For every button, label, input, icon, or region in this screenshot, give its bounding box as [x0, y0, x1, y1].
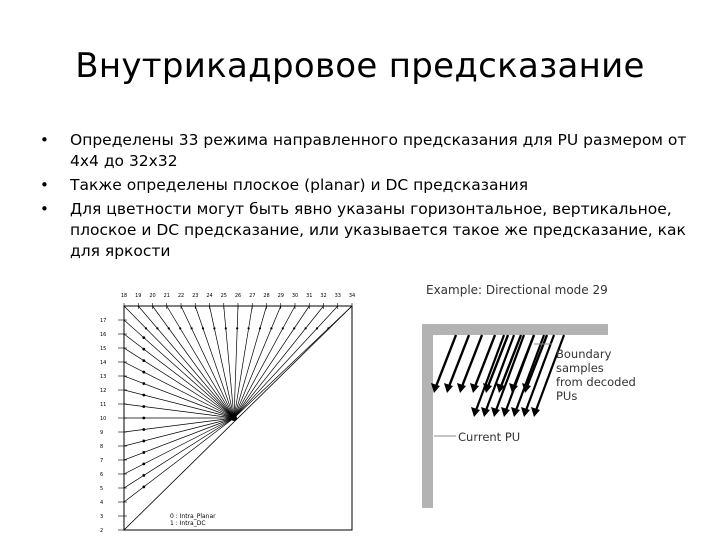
bullet-dot: • [40, 176, 49, 194]
top-mode-label: 24 [206, 293, 213, 299]
top-mode-label: 34 [348, 293, 356, 299]
prediction-arrow [448, 335, 469, 389]
current-pu-label: Current PU [458, 430, 521, 444]
prediction-arrowhead [531, 407, 540, 417]
ray-arrowhead [282, 327, 284, 329]
top-mode-label: 32 [320, 293, 327, 299]
bullet-list [40, 130, 690, 265]
ray-arrowhead [248, 327, 250, 329]
direction-ray [124, 306, 234, 418]
direction-ray [124, 418, 234, 474]
direction-ray [138, 306, 234, 418]
left-mode-label: 9 [100, 430, 104, 436]
direction-ray [124, 418, 234, 432]
top-mode-label: 23 [192, 293, 199, 299]
top-mode-label: 27 [249, 293, 256, 299]
ray-arrowhead [142, 371, 145, 374]
left-mode-label: 6 [100, 472, 104, 478]
ray-arrowhead [142, 440, 145, 443]
prediction-arrowhead [471, 407, 480, 417]
ray-arrowhead [142, 382, 145, 385]
direction-rays [124, 306, 352, 530]
top-boundary [422, 324, 608, 335]
direction-ray [224, 306, 234, 418]
prediction-arrowhead [511, 407, 520, 417]
prediction-arrow [435, 335, 456, 389]
ray-arrowhead [142, 485, 145, 488]
intra-modes-diagram [94, 286, 366, 532]
direction-ray [124, 418, 234, 446]
prediction-arrowhead [491, 407, 500, 417]
top-mode-label: 31 [306, 293, 313, 299]
left-mode-label: 16 [100, 332, 107, 338]
left-tick-marks [118, 320, 127, 530]
ray-arrowhead [270, 327, 272, 329]
left-mode-label: 3 [100, 514, 104, 520]
top-mode-label: 28 [263, 293, 270, 299]
ray-arrowhead [142, 405, 145, 408]
ray-arrowhead [191, 327, 193, 329]
ray-arrowhead [179, 327, 181, 329]
top-mode-label: 33 [334, 293, 341, 299]
top-mode-label: 22 [177, 293, 185, 299]
ray-arrowhead [142, 428, 145, 431]
left-mode-label: 8 [100, 444, 104, 450]
prediction-arrowhead [444, 383, 453, 393]
direction-ray [124, 404, 234, 418]
prediction-arrowhead [521, 407, 530, 417]
left-mode-label: 11 [100, 402, 107, 408]
top-mode-label: 26 [234, 293, 242, 299]
left-mode-label: 15 [100, 346, 107, 352]
boundary-label: Boundary samples from decoded PUs [556, 347, 636, 403]
ray-arrowhead [259, 327, 261, 329]
left-mode-label: 14 [100, 360, 107, 366]
direction-ray [234, 306, 238, 418]
left-mode-label: 2 [100, 528, 104, 534]
top-mode-label: 30 [291, 293, 299, 299]
ray-arrowhead [142, 474, 145, 477]
ray-arrowhead [156, 327, 158, 329]
direction-ray [124, 320, 234, 418]
direction-ray [234, 306, 309, 418]
example-title: Example: Directional mode 29 [426, 283, 608, 297]
prediction-arrowhead [501, 407, 510, 417]
direction-ray [124, 418, 234, 502]
direction-ray [124, 418, 234, 488]
prediction-arrows [431, 335, 564, 417]
ray-arrowhead [142, 394, 145, 397]
prediction-arrowhead [481, 407, 490, 417]
ray-arrowhead [145, 327, 147, 329]
ray-arrowhead [213, 327, 215, 329]
ray-arrowhead [316, 327, 318, 329]
ray-arrowhead [168, 327, 170, 329]
top-mode-label: 20 [149, 293, 156, 299]
direction-ray [234, 306, 324, 418]
bullet-item [40, 199, 690, 262]
bullet-dot: • [40, 200, 49, 218]
bullet-item [40, 130, 690, 172]
left-mode-label: 10 [100, 416, 107, 422]
direction-ray [124, 376, 234, 418]
ray-arrowhead [142, 417, 145, 420]
direction-ray [234, 306, 352, 418]
left-mode-label: 4 [100, 500, 104, 506]
ray-arrowhead [142, 359, 145, 362]
slide-title: Внутрикадровое предсказание [75, 46, 645, 86]
direction-ray [124, 390, 234, 418]
directional-mode-example [400, 280, 636, 514]
ray-arrowhead [202, 327, 204, 329]
ray-arrowhead [236, 327, 238, 329]
left-mode-labels [100, 318, 106, 534]
ray-arrowhead [142, 348, 145, 351]
ray-arrowhead [142, 336, 145, 339]
top-mode-label: 18 [120, 293, 128, 299]
top-mode-label: 25 [220, 293, 227, 299]
center-point [231, 415, 237, 421]
left-boundary [422, 324, 433, 508]
ray-arrowhead [225, 327, 227, 329]
top-mode-label: 19 [135, 293, 142, 299]
prediction-arrowhead [457, 383, 466, 393]
legend-dc: 1 : Intra_DC [170, 520, 206, 527]
ray-arrowhead [305, 327, 307, 329]
ray-arrowhead [142, 463, 145, 466]
left-mode-label: 12 [100, 388, 107, 394]
left-mode-label: 7 [100, 458, 104, 464]
ray-arrowhead [142, 451, 145, 454]
left-mode-label: 13 [100, 374, 107, 380]
prediction-arrow [461, 335, 482, 389]
prediction-arrowhead [470, 383, 479, 393]
prediction-arrow [474, 335, 495, 389]
top-mode-label: 29 [277, 293, 284, 299]
bullet-text: Определены 33 режима направленного предсказания для PU размером от 4x4 до 32x32 [70, 131, 687, 170]
bullet-dot: • [40, 131, 49, 149]
ray-arrowhead [293, 327, 295, 329]
bullet-item [40, 175, 690, 196]
bullet-text: Для цветности могут быть явно указаны горизонтальное, вертикальное, плоское и DC предсказание, или указывается такое же предсказание, как для яркости [70, 200, 686, 260]
direction-ray [124, 418, 234, 460]
legend-planar: 0 : Intra_Planar [170, 513, 216, 520]
bullet-text: Также определены плоское (planar) и DC предсказания [70, 176, 529, 194]
direction-ray [234, 306, 267, 418]
left-mode-label: 17 [100, 318, 107, 324]
direction-ray [234, 306, 281, 418]
direction-ray [124, 334, 234, 418]
left-mode-label: 5 [100, 486, 104, 492]
top-mode-label: 21 [163, 293, 170, 299]
